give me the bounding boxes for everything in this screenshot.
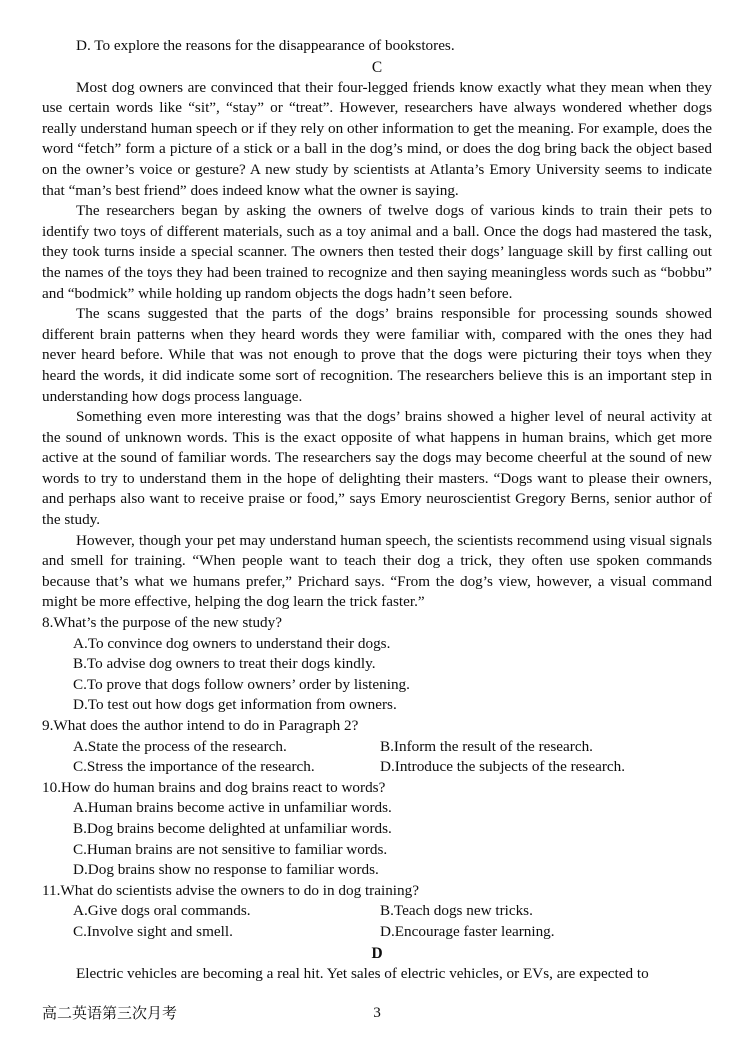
option-9-a[interactable]: A.State the process of the research. xyxy=(73,737,287,755)
option-list-10 xyxy=(42,798,712,880)
question-stem-9 xyxy=(42,716,712,737)
passage-c-paragraph-5: However, though your pet may understand human speech, the scientists recommend using visual signals and smell for training. “When people want to teach their dog a trick, they often use spoken commands because that’s what we humans prefer,” Prichard says. “From the dog’s view, however, a visual command might be more effective, helping the dog learn the trick faster.” xyxy=(42,531,712,611)
option-11-c[interactable]: C.Involve sight and smell. xyxy=(73,922,233,940)
question-block-11 xyxy=(42,881,712,943)
passage-c-paragraph-2: The researchers began by asking the owners of twelve dogs of various kinds to train their pets to identify two toys of different materials, such as a toy animal and a ball. Once the dogs had mastered the task, they took turns inside a special scanner. The owners then tested their dogs’ language skill by first calling out the names of the toys they had been trained to recognize and then saying meaningless words such as “bobbu” and “bodmick” while holding up random objects the dogs hadn’t seen before. xyxy=(42,202,712,302)
question-block-8 xyxy=(42,613,712,716)
option-9-d[interactable]: D.Introduce the subjects of the research. xyxy=(380,758,626,776)
question-number-8: 8. xyxy=(42,614,54,632)
page-footer xyxy=(42,1003,712,1023)
section-heading-c: C xyxy=(371,58,383,76)
footer-exam-title: 高二英语第三次月考 xyxy=(42,1004,178,1022)
question-block-9 xyxy=(42,716,712,778)
option-8-a[interactable]: A.To convince dog owners to understand their dogs. xyxy=(73,634,391,652)
question-stem-8 xyxy=(42,613,712,634)
question-text-8: What’s the purpose of the new study? xyxy=(53,614,282,632)
passage-c-paragraph-4: Something even more interesting was that the dogs’ brains showed a higher level of neural activity at the sound of unknown words. This is the exact opposite of what happens in human brains, which get more active at the sound of familiar words. The researchers say the dogs may become cheerful at the sound of new words to try to understand them in the hope of delighting their masters. “Dogs want to please their owners, and perhaps also want to receive praise or food,” says Emory neuroscientist Gregory Berns, senior author of the study. xyxy=(42,408,712,529)
question-text-11: What do scientists advise the owners to do in dog training? xyxy=(60,881,419,899)
option-10-d[interactable]: D.Dog brains show no response to familiar words. xyxy=(73,861,379,879)
option-9-b[interactable]: B.Inform the result of the research. xyxy=(380,737,593,755)
option-row-9-1 xyxy=(42,737,712,758)
option-9-c[interactable]: C.Stress the importance of the research. xyxy=(73,758,315,776)
option-list-9 xyxy=(42,737,712,778)
question-number-11: 11. xyxy=(42,881,61,899)
passage-c-paragraph-3: The scans suggested that the parts of the dogs’ brains responsible for processing sounds showed different brain patterns when they heard words they were familiar with, compared with the ones they had never heard before. While that was not enough to prove that the dogs were picturing their toys when they heard the words, it did indicate some sort of recognition. The researchers believe this is an important step in understanding how dogs process language. xyxy=(42,305,712,405)
option-11-b[interactable]: B.Teach dogs new tricks. xyxy=(380,902,533,920)
option-row-11-1 xyxy=(42,901,712,922)
question-text-10: How do human brains and dog brains react to words? xyxy=(60,778,386,796)
section-heading-d: D xyxy=(371,944,383,962)
previous-question-option-d: D. To explore the reasons for the disappearance of bookstores. xyxy=(76,37,455,54)
option-row-11-2 xyxy=(42,922,712,943)
option-8-c[interactable]: C.To prove that dogs follow owners’ order by listening. xyxy=(73,675,410,693)
option-8-d[interactable]: D.To test out how dogs get information from owners. xyxy=(73,696,397,714)
passage-c-paragraph-1: Most dog owners are convinced that their four-legged friends know exactly what they mean when they use certain words like “sit”, “stay” or “treat”. However, researchers have always wondered whether dogs really understand human speech or if they rely on other information to get the meaning. For example, does the word “fetch” form a picture of a stick or a ball in the dog’s mind, or does the dog bring back the object based on the owner’s voice or gesture? A new study by scientists at Atlanta’s Emory University seems to indicate that “man’s best friend” does indeed know what the owner is saying. xyxy=(42,78,712,199)
option-list-8 xyxy=(42,634,712,716)
option-10-a[interactable]: A.Human brains become active in unfamiliar words. xyxy=(73,799,392,817)
option-11-d[interactable]: D.Encourage faster learning. xyxy=(380,922,555,940)
question-stem-11 xyxy=(42,881,712,902)
option-row-9-2 xyxy=(42,757,712,778)
question-block-10 xyxy=(42,778,712,881)
option-list-11 xyxy=(42,901,712,942)
option-10-c[interactable]: C.Human brains are not sensitive to familiar words. xyxy=(73,840,388,858)
option-10-b[interactable]: B.Dog brains become delighted at unfamiliar words. xyxy=(73,819,392,837)
question-stem-10 xyxy=(42,778,712,799)
question-number-9: 9. xyxy=(42,717,54,734)
footer-page-number: 3 xyxy=(373,1004,381,1021)
question-number-10: 10. xyxy=(42,778,61,796)
option-11-a[interactable]: A.Give dogs oral commands. xyxy=(73,902,251,920)
option-8-b[interactable]: B.To advise dog owners to treat their dogs kindly. xyxy=(73,655,376,673)
passage-d-first-line: Electric vehicles are becoming a real hit. Yet sales of electric vehicles, or EVs, are expected to xyxy=(76,964,649,982)
question-text-9: What does the author intend to do in Paragraph 2? xyxy=(53,717,359,734)
